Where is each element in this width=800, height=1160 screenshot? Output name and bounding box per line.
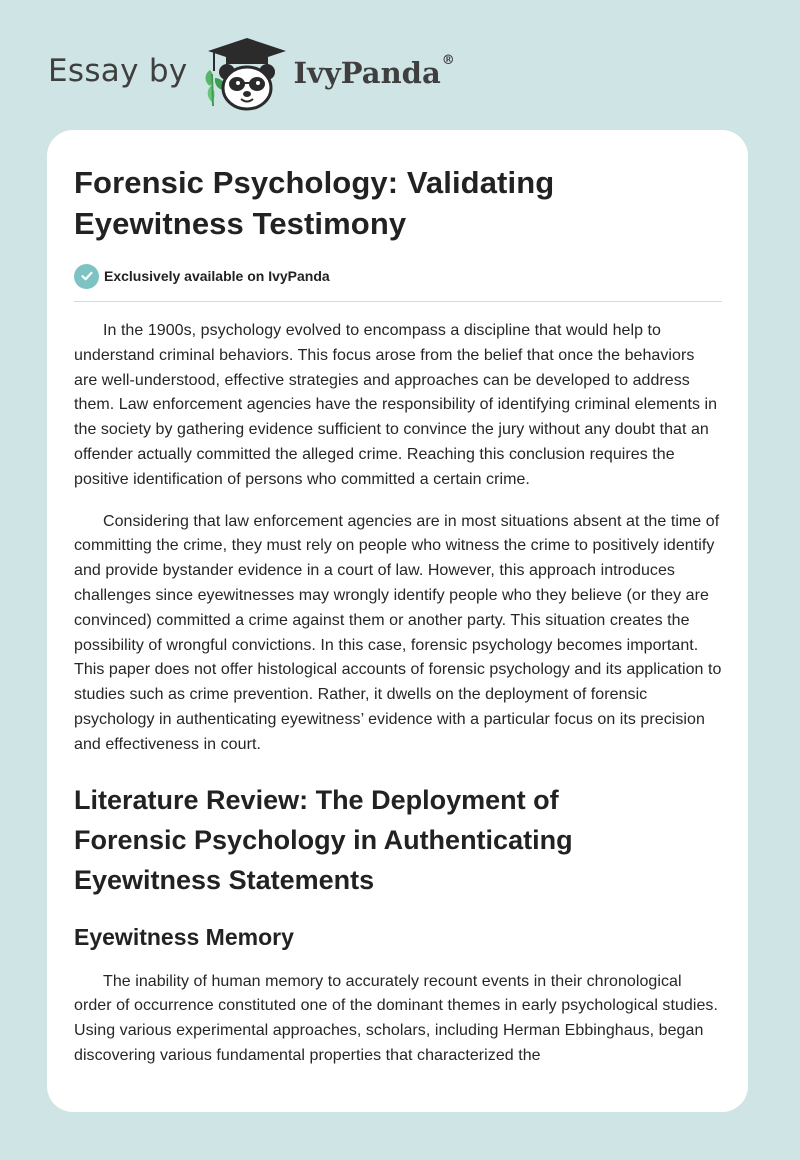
essay-by-label: Essay by <box>48 53 188 89</box>
exclusive-badge <box>74 263 722 289</box>
divider <box>74 301 722 302</box>
site-header <box>48 34 568 114</box>
exclusive-label: Exclusively available on IvyPanda <box>104 268 330 284</box>
paragraph-2: Considering that law enforcement agencies are in most situations absent at the time of committing the crime, they must rely on people who witness the crime to positively identify and provide bystander evidence in a court of law. However, this approach introduces challenges since eyewitnesses may wrongly identify people who they believe (or they are convinced) committed a crime against them or another party. This situation creates the possibility of wrongful convictions. In this case, forensic psychology becomes important. This paper does not offer histological accounts of forensic psychology and its application to studies such as crime prevention. Rather, it dwells on the deployment of forensic psychology in authenticating eyewitness’ evidence with a particular focus on its precision and effectiveness in court. <box>74 512 722 753</box>
essay-content <box>74 162 722 1069</box>
paragraph-3: The inability of human memory to accurately recount events in their chronological order of occurrence constituted one of the dominant themes in early psychological studies. Using various experimental approaches, scholars, including Herman Ebbinghaus, began discovering various fundamental properties that characterized the <box>74 972 718 1064</box>
section-heading-line-3: Eyewitness Statements <box>74 864 375 895</box>
title-line-1: Forensic Psychology: Validating <box>74 165 555 200</box>
essay-card <box>47 130 748 1112</box>
section-heading <box>74 780 722 900</box>
subsection-heading: Eyewitness Memory <box>74 923 294 950</box>
brand-text: IvyPanda <box>293 56 441 90</box>
essay-title <box>74 162 722 244</box>
registered-mark: ® <box>441 53 455 69</box>
title-line-2: Eyewitness Testimony <box>74 206 407 241</box>
check-icon <box>74 264 99 289</box>
panda-logo-icon[interactable] <box>202 34 292 114</box>
section-heading-line-2: Forensic Psychology in Authenticating <box>74 824 573 855</box>
brand-name[interactable] <box>293 53 455 90</box>
paragraph-1: In the 1900s, psychology evolved to encompass a discipline that would help to understand criminal behaviors. This focus arose from the belief that once the behaviors are well-understood, effective strategies and approaches can be developed to address them. Law enforcement agencies have the responsibility of identifying criminal elements in the society by gathering evidence sufficient to convince the jury without any doubt that an offender actually committed the alleged crime. Reaching this conclusion requires the positive identification of persons who committed a certain crime. <box>74 322 718 488</box>
section-heading-line-1: Literature Review: The Deployment of <box>74 784 559 815</box>
